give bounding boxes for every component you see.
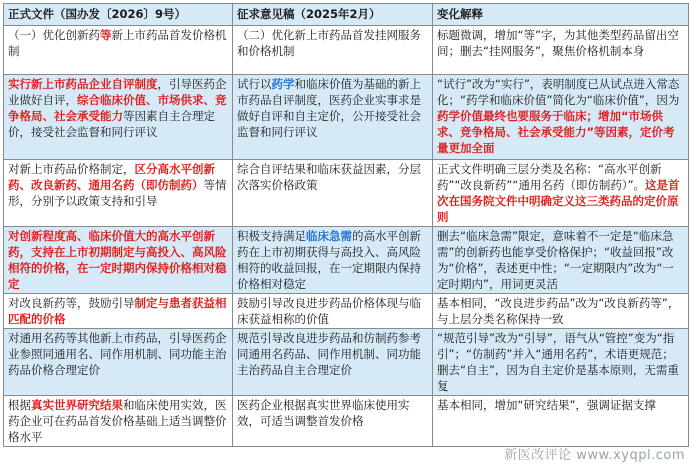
text-segment: （一）优化创新药 <box>8 28 100 42</box>
text-segment: 增加“市场供求、竞争格局、社会承受能力”等因素，定价考量更加全面 <box>437 109 675 155</box>
explanation-cell <box>433 160 689 227</box>
text-segment: 实行新上市药品企业自评制度 <box>8 77 158 91</box>
text-segment: ，引导医药企业做好自评， <box>8 77 227 107</box>
table-row <box>4 160 689 227</box>
text-segment: 对新上市药品价格制定， <box>8 162 135 176</box>
comparison-table <box>3 3 689 447</box>
text-segment: 区分高水平创新药、改良新药、通用名药（即仿制药） <box>8 162 215 192</box>
text-segment: 临床急需 <box>306 229 352 243</box>
text-segment: 删去“临床急需”限定，意味着不一定是“临床急需”的创新药也能享受价格保护；“收益回报”改为“价格”，表述更中性；“一定期限内”改为“一定时期内”，用词更灵活 <box>437 229 674 291</box>
text-segment: “规范引导”改为“引导”，语气从“管控”变为“指引”；“仿制药”并入“通用名药”，术语更规范；删去“自主”，因为自主定价是基本原则，无需重复 <box>437 331 679 393</box>
text-segment: 这是首次在国务院文件中明确定义这三类药品的定价原则 <box>437 178 680 224</box>
text-segment: 和临床价值为基础的新上市药品自评制度，医药企业实事求是做好自评和自主定价，公开接受社会监督和同行评议 <box>237 77 421 139</box>
draft-text-cell <box>233 160 433 227</box>
text-segment: “试行”改为“实行”，表明制度已从试点进入常态化；“药学和临床价值”简化为“临床价值”，因为 <box>437 77 680 107</box>
official-text-cell <box>4 227 233 294</box>
text-segment: 等因素自主合理定价，接受社会监督和同行评议 <box>8 109 215 139</box>
text-segment: 基本相同，“改良进步药品”改为“改良新药等”，与上层分类名称保持一致 <box>437 296 680 326</box>
text-segment: 药学 <box>271 77 295 91</box>
text-segment: 药学价值最终也要服务于临床； <box>437 109 598 123</box>
official-text-cell <box>4 294 233 329</box>
draft-text-cell <box>233 396 433 447</box>
text-segment: 基本相同，增加“研究结果”，强调证据支撑 <box>437 398 656 412</box>
explanation-cell <box>433 227 689 294</box>
explanation-cell <box>433 75 689 160</box>
text-segment: 综合临床价值、市场供求、竞争格局、社会承受能力 <box>8 93 227 123</box>
table-row <box>4 329 689 396</box>
text-segment: 对创新程度高、临床价值大的高水平创新药，支持在上市初期制定与高投入、高风险相符的价格，在一定时期内保持价格相对稳定 <box>8 229 227 291</box>
text-segment: 规范引导改良进步药品和仿制药参考同通用名药品、同作用机制、同功能主治药品自主合理定价 <box>237 331 421 377</box>
explanation-cell <box>433 396 689 447</box>
draft-text-cell <box>233 329 433 396</box>
draft-text-cell <box>233 294 433 329</box>
text-segment: 医药企业根据真实世界临床使用实效，可适当调整首发价格 <box>237 398 410 428</box>
text-segment: 综合自评结果和临床获益因素，分层次落实价格政策 <box>237 162 421 192</box>
draft-text-cell <box>233 227 433 294</box>
explanation-cell <box>433 294 689 329</box>
text-segment: 和临床使用实效，医药企业可在药品首发价格基础上适当调整价格水平 <box>8 398 227 444</box>
draft-text-cell <box>233 26 433 75</box>
text-segment: 对改良新药等，鼓励引导 <box>8 296 135 310</box>
explanation-cell <box>433 26 689 75</box>
header-draft: 征求意见稿（2025年2月） <box>233 4 433 26</box>
table-row <box>4 227 689 294</box>
watermark: 新医改评论 www.xyqpl.com <box>504 448 685 463</box>
header-row <box>4 4 689 26</box>
text-segment: 真实世界研究结果 <box>31 398 123 412</box>
table-row <box>4 396 689 447</box>
table-row <box>4 75 689 160</box>
header-explanation: 变化解释 <box>433 4 689 26</box>
official-text-cell <box>4 160 233 227</box>
text-segment: 对通用名药等其他新上市药品，引导医药企业参照同通用名、同作用机制、同功能主治药品价格合理定价 <box>8 331 227 377</box>
text-segment: 标题微调，增加“等”字，为其他类型药品留出空间；删去“挂网服务”，聚焦价格机制本身 <box>437 28 679 58</box>
official-text-cell <box>4 26 233 75</box>
text-segment: 新上市药品首发价格机制 <box>8 28 227 58</box>
draft-text-cell <box>233 75 433 160</box>
text-segment: 积极支持满足 <box>237 229 306 243</box>
text-segment: 正式文件明确三层分类及名称：“高水平创新药”“改良新药”“通用名药（即仿制药）”。 <box>437 162 662 192</box>
text-segment: 根据 <box>8 398 31 412</box>
text-segment: 制定与患者获益相匹配的价格 <box>8 296 227 326</box>
text-segment: （二）优化新上市药品首发挂网服务和价格机制 <box>237 28 421 58</box>
official-text-cell <box>4 396 233 447</box>
text-segment: 鼓励引导改良进步药品价格体现与临床获益相称的价值 <box>237 296 421 326</box>
text-segment: 的高水平创新药在上市初期获得与高投入、高风险相符的收益回报，在一定期限内保持价格相对稳定 <box>237 229 421 291</box>
table-row <box>4 26 689 75</box>
text-segment: 试行以 <box>237 77 272 91</box>
header-official: 正式文件（国办发〔2026〕9号） <box>4 4 233 26</box>
official-text-cell <box>4 75 233 160</box>
official-text-cell <box>4 329 233 396</box>
text-segment: 等 <box>100 28 112 42</box>
explanation-cell <box>433 329 689 396</box>
table-row <box>4 294 689 329</box>
text-segment: 等情形，分别予以政策支持和引导 <box>8 178 227 208</box>
